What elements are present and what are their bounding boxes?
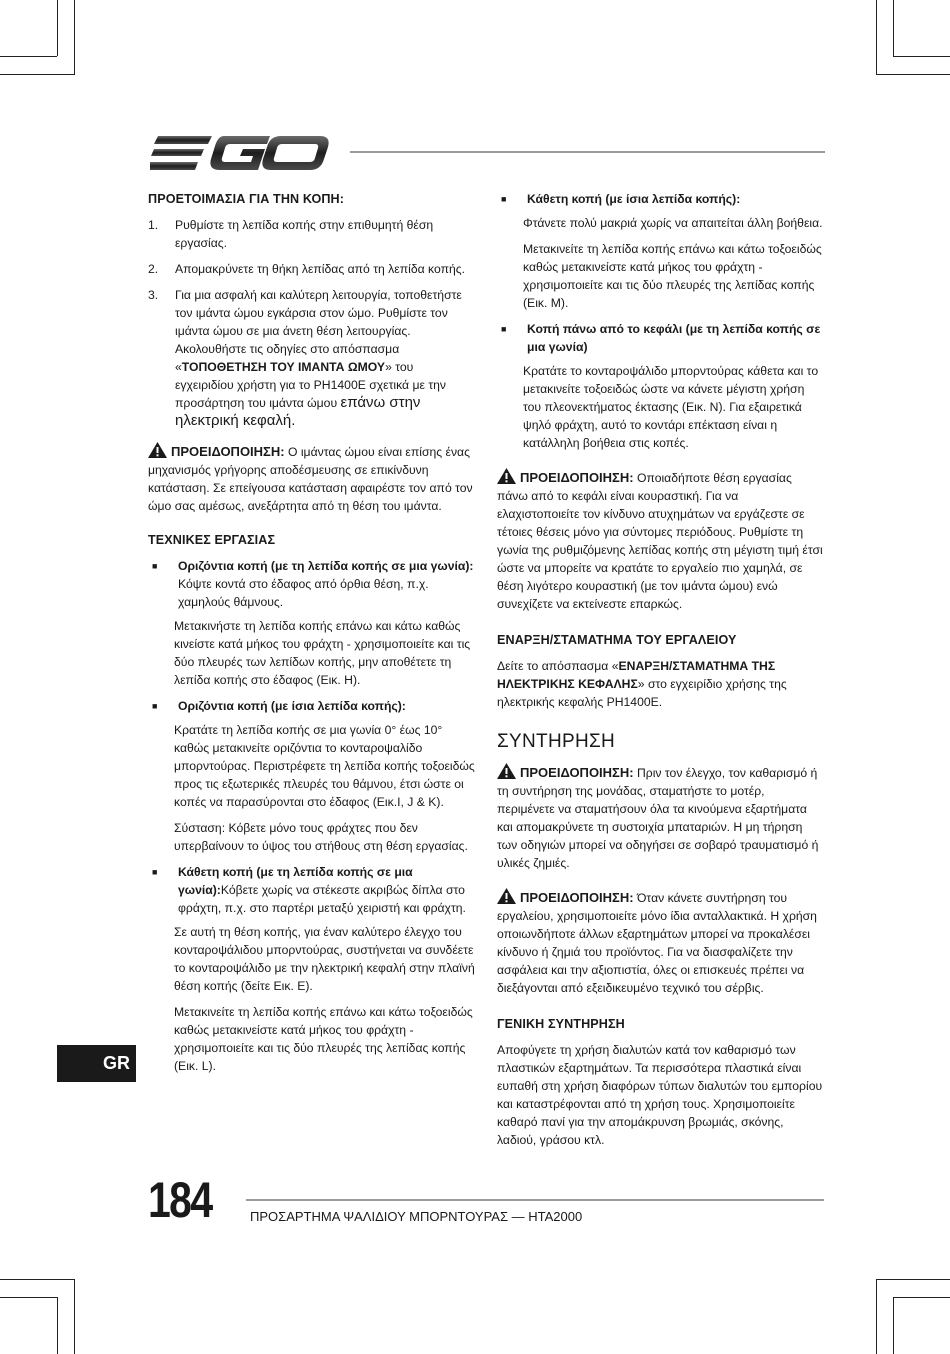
list-item bbox=[148, 260, 475, 278]
warning-label: ΠΡΟΕΙΔΟΠΟΙΗΣΗ: bbox=[520, 765, 634, 780]
bullet-paragraph: Σύσταση: Κόβετε μόνο τους φράχτες που δεν υπερβαίνουν το ύψος του στήθους στη θέση εργασίας. bbox=[174, 821, 468, 853]
crop-mark bbox=[876, 1279, 950, 1280]
warning-block bbox=[497, 468, 824, 613]
bullet-square-icon: ■ bbox=[152, 867, 158, 877]
warning-label: ΠΡΟΕΙΔΟΠΟΙΗΣΗ: bbox=[171, 444, 285, 459]
general-maintenance-text: Αποφύγετε τη χρήση διαλυτών κατά τον καθαρισμό των πλαστικών εξαρτημάτων. Τα περισσότερα πλαστικά είναι ευπαθή στη χρήση διαφόρων τύπων διαλυτών του εμπορίου και καταστρέφονται από τη χρήση τους. Χρησιμοποιείτε καθαρό πανί για την απομάκρυνση βρωμιάς, σκόνης, λαδιού, γράσου κτλ. bbox=[497, 1043, 823, 1147]
bullet-item bbox=[497, 320, 824, 356]
bullet-title: Κάθετη κοπή (με τη λεπίδα κοπής σε μια γωνία): bbox=[178, 865, 413, 897]
crop-mark bbox=[74, 1279, 75, 1354]
warning-text: Οποιαδήποτε θέση εργασίας πάνω από το κεφάλι είναι κουραστική. Για να ελαχιστοποιείτε τον κίνδυνο ατυχημάτων να εργάζεστε σε τέτοιες θέσεις μόνο για σύντομες περιόδους. Ρυθμίστε τη γωνία της ρυθμιζόμενης λεπίδας κοπής στη μέγιστη τιμή έτσι ώστε να μπορείτε να κρατάτε το εργαλείο πιο χαμηλά, σε θέση λιγότερο κουραστική (με τον ιμάντα ώμου) ενώ συνεχίζετε να εκτείνεστε επαρκώς. bbox=[497, 471, 823, 611]
item-number: 3. bbox=[148, 288, 159, 302]
bullet-paragraph: Κρατάτε τη λεπίδα κοπής σε μια γωνία 0° έως 10° καθώς μετακινείτε οριζόντια το κονταροψαλίδο μπορντούρας. Περιστρέφετε τη λεπίδα κοπής τοξοειδώς προς τις εξωτερικές πλευρές του θάμνου, έτσι ώστε οι κοπές να παρασύρονται στο έδαφος (Εικ.I, J & K). bbox=[174, 723, 475, 809]
warning-triangle-icon bbox=[497, 763, 516, 779]
warning-text: Πριν τον έλεγχο, τον καθαρισμό ή τη συντήρηση της μονάδας, σταματήστε το μοτέρ, περιμένετε να σταματήσουν όλα τα κινούμενα εξαρτήματα και απομακρύνετε τη συστοιχία μπαταριών. Η μη τήρηση των οδηγιών μπορεί να οδηγήσει σε σοβαρό τραυματισμό ή υλικές ζημιές. bbox=[497, 766, 819, 870]
item-text: Ρυθμίστε τη λεπίδα κοπής στην επιθυμητή θέση εργασίας. bbox=[175, 218, 434, 250]
right-column bbox=[497, 190, 824, 1157]
warning-triangle-icon bbox=[497, 888, 516, 904]
bullet-square-icon: ■ bbox=[152, 701, 158, 711]
left-column bbox=[148, 190, 475, 1083]
item-text: Για μια ασφαλή και καλύτερη λειτουργία, τοποθετήστε τον ιμάντα ώμου εγκάρσια στον ώμο. Ρυθμίστε τον ιμάντα ώμου σε μια άνετη θέση λειτουργίας. Ακολουθήστε τις οδηγίες στο απόσπασμα «ΤΟΠΟΘΕΤΗΣΗ ΤΟΥ ΙΜΑΝΤΑ ΩΜΟΥ» του εγχειριδίου χρήστη για το PH1400E σχετικά με την προσάρτηση του ιμάντα ώμου επάνω στην ηλεκτρική κεφαλή. bbox=[175, 288, 462, 429]
crop-mark bbox=[0, 1279, 75, 1280]
warning-label: ΠΡΟΕΙΔΟΠΟΙΗΣΗ: bbox=[520, 470, 634, 485]
section-reference: ΕΝΑΡΞΗ/ΣΤΑΜΑΤΗΜΑ ΤΗΣ ΗΛΕΚΤΡΙΚΗΣ ΚΕΦΑΛΗΣ bbox=[497, 659, 776, 691]
bullet-square-icon: ■ bbox=[501, 194, 507, 204]
bullet-paragraph: Κρατάτε το κονταροψάλιδο μπορντούρας κάθετα και το μετακινείτε τοξοειδώς ώστε να κάνετε μέγιστη χρήση του πλεονεκτήματος έκτασης (Εικ. N). Για εξαιρετικά ψηλό φράχτη, αυτό το κοντάρι επέκταση είναι η κατάλληλη βοήθεια στις κοπές. bbox=[523, 364, 819, 450]
maintenance-heading: ΣΥΝΤΗΡΗΣΗ bbox=[497, 731, 616, 752]
bullet-item: ■ Κάθετη κοπή (με τη λεπίδα κοπής σε μια γωνία):Κόβετε χωρίς να στέκεστε ακριβώς δίπλα στο φράχτη, π.χ. στο παρτέρι μεταξύ χειριστή και φράχτη. bbox=[148, 863, 475, 917]
crop-mark bbox=[57, 1297, 58, 1354]
bullet-title: Οριζόντια κοπή (με τη λεπίδα κοπής σε μια γωνία): bbox=[178, 559, 474, 573]
page-number: 184 bbox=[148, 1172, 212, 1228]
bullet-item bbox=[148, 697, 475, 715]
bullet-item bbox=[497, 190, 824, 208]
footer-rule bbox=[246, 1199, 824, 1201]
crop-mark bbox=[74, 0, 75, 75]
warning-block bbox=[148, 442, 475, 515]
crop-mark bbox=[0, 74, 75, 75]
start-stop-heading: ΕΝΑΡΞΗ/ΣΤΑΜΑΤΗΜΑ ΤΟΥ ΕΡΓΑΛΕΙΟΥ bbox=[497, 633, 737, 647]
warning-block bbox=[497, 763, 824, 872]
bullet-square-icon: ■ bbox=[501, 324, 507, 334]
techniques-heading: ΤΕΧΝΙΚΕΣ ΕΡΓΑΣΙΑΣ bbox=[148, 533, 276, 547]
warning-text: Ο ιμάντας ώμου είναι επίσης ένας μηχανισμός γρήγορης αποδέσμευσης σε επικίνδυνη κατάσταση. Σε επείγουσα κατάσταση αφαιρέστε τον από τον ώμο σας αμέσως, ανεξάρτητα από τη θέση του ιμάντα. bbox=[148, 445, 473, 513]
section-reference: ΤΟΠΟΘΕΤΗΣΗ ΤΟΥ ΙΜΑΝΤΑ ΩΜΟΥ bbox=[181, 360, 386, 374]
crop-mark bbox=[893, 1297, 894, 1354]
bullet-paragraph: Μετακινείτε τη λεπίδα κοπής επάνω και κάτω τοξοειδώς καθώς μετακινείστε κατά μήκος του φράχτη - χρησιμοποιείτε και τις δύο πλευρές της λεπίδας κοπής (Εικ. M). bbox=[523, 242, 822, 310]
item-number: 2. bbox=[148, 262, 159, 276]
header-rule bbox=[350, 151, 825, 153]
bullet-title: Οριζόντια κοπή (με ίσια λεπίδα κοπής): bbox=[178, 699, 406, 713]
warning-block bbox=[497, 888, 824, 997]
general-maintenance-heading: ΓΕΝΙΚΗ ΣΥΝΤΗΡΗΣΗ bbox=[497, 1017, 625, 1031]
bullet-paragraph: Μετακινείτε τη λεπίδα κοπής επάνω και κάτω τοξοειδώς καθώς μετακινείστε κατά μήκος του φράχτη - χρησιμοποιείτε και τις δύο πλευρές της λεπίδας κοπής (Εικ. L). bbox=[174, 1005, 473, 1073]
bullet-title: Κοπή πάνω από το κεφάλι (με τη λεπίδα κοπής σε μια γωνία) bbox=[527, 322, 821, 354]
ego-logo bbox=[150, 134, 330, 172]
crop-mark bbox=[876, 1279, 877, 1354]
warning-triangle-icon bbox=[497, 468, 516, 484]
warning-label: ΠΡΟΕΙΔΟΠΟΙΗΣΗ: bbox=[520, 890, 634, 905]
bullet-title: Κάθετη κοπή (με ίσια λεπίδα κοπής): bbox=[527, 192, 741, 206]
prep-heading: ΠΡΟΕΤΟΙΜΑΣΙΑ ΓΙΑ ΤΗΝ ΚΟΠΗ: bbox=[148, 192, 345, 206]
crop-mark bbox=[0, 1297, 57, 1298]
item-text: Απομακρύνετε τη θήκη λεπίδας από τη λεπίδα κοπής. bbox=[175, 262, 466, 276]
footer-title: ΠΡΟΣΑΡΤΗΜΑ ΨΑΛΙΔΙΟΥ ΜΠΟΡΝΤΟΥΡΑΣ — HTA2000 bbox=[250, 1209, 583, 1224]
bullet-item: ■ Οριζόντια κοπή (με τη λεπίδα κοπής σε μια γωνία): Κόψτε κοντά στο έδαφος από όρθια θέση, π.χ. χαμηλούς θάμνους. bbox=[148, 557, 475, 611]
start-stop-text: Δείτε το απόσπασμα «ΕΝΑΡΞΗ/ΣΤΑΜΑΤΗΜΑ ΤΗΣ ΗΛΕΚΤΡΙΚΗΣ ΚΕΦΑΛΗΣ» στο εγχειρίδιο χρήσης της ηλεκτρικής κεφαλής PH1400E. bbox=[497, 659, 787, 709]
list-item bbox=[148, 286, 475, 430]
warning-text: Όταν κάνετε συντήρηση του εργαλείου, χρησιμοποιείτε μόνο ίδια ανταλλακτικά. Η χρήση οποιωνδήποτε άλλων εξαρτημάτων μπορεί να προκαλέσει κίνδυνο ή ζημιά του προϊόντος. Για να διασφαλίζετε την ασφάλεια και την αξιοπιστία, όλες οι επισκευές πρέπει να διεξάγονται από εξειδικευμένο τεχνικό του σέρβις. bbox=[497, 891, 817, 995]
crop-mark bbox=[876, 74, 950, 75]
crop-mark bbox=[57, 0, 58, 56]
language-tab: GR bbox=[57, 1045, 136, 1082]
bullet-paragraph: Μετακινήστε τη λεπίδα κοπής επάνω και κάτω καθώς κινείστε κατά μήκος του φράχτη - χρησιμοποιείτε και τις δύο πλευρές των λεπίδων κοπής, μην αποθέτετε τη λεπίδα κοπής στο έδαφος (Εικ. H). bbox=[174, 619, 471, 687]
crop-mark bbox=[876, 0, 877, 75]
crop-mark bbox=[893, 56, 950, 57]
crop-mark bbox=[0, 56, 57, 57]
crop-mark bbox=[893, 1297, 950, 1298]
crop-mark bbox=[893, 0, 894, 56]
bullet-paragraph: Φτάνετε πολύ μακριά χωρίς να απαιτείται άλλη βοήθεια. bbox=[523, 216, 823, 230]
list-item bbox=[148, 216, 475, 252]
warning-triangle-icon bbox=[148, 442, 167, 458]
item-number: 1. bbox=[148, 218, 159, 232]
bullet-paragraph: Σε αυτή τη θέση κοπής, για έναν καλύτερο έλεγχο του κονταροψάλιδου μπορντούρας, συστήνεται να συνδέετε το κονταροψάλιδο με την ηλεκτρική κεφαλή στην πλαϊνή θέση κοπής (δείτε Εικ. Ε). bbox=[174, 925, 475, 993]
bullet-square-icon: ■ bbox=[152, 561, 158, 571]
